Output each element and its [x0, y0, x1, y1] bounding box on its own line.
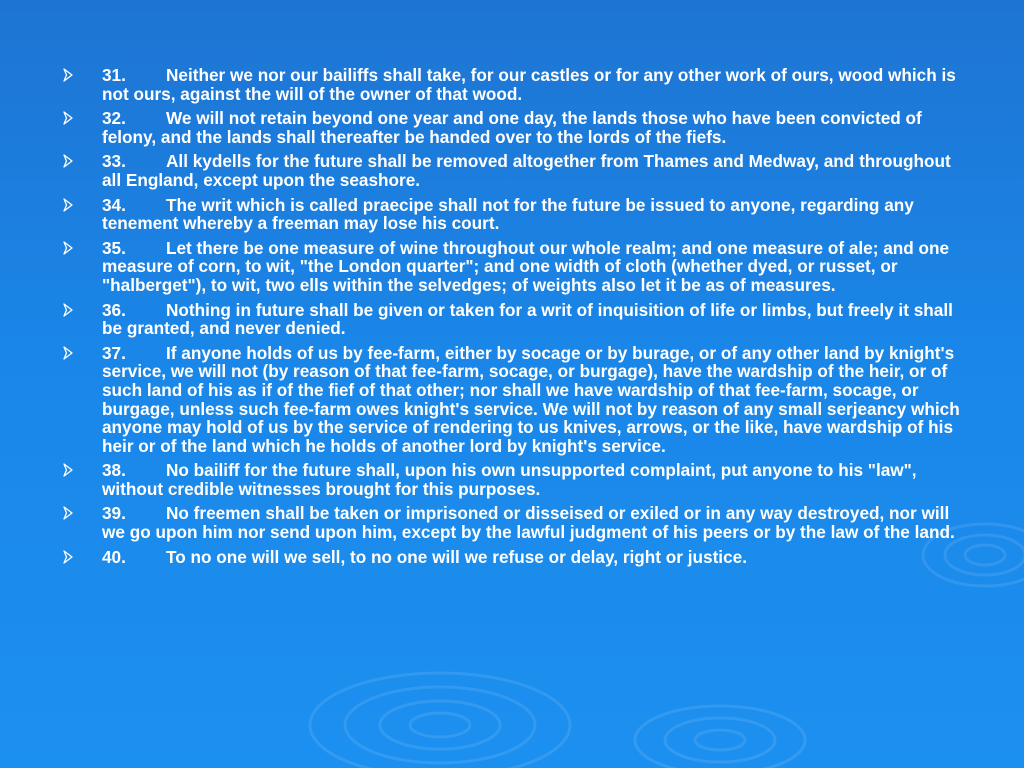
clause-number: 31. [102, 65, 126, 85]
clause-text: To no one will we sell, to no one will we refuse or delay, right or justice. [166, 546, 747, 567]
list-item [62, 548, 962, 567]
list-item [62, 196, 962, 233]
clause-text: The writ which is called praecipe shall not for the future be issued to anyone, regarding any tenement whereby a freeman may lose his court. [102, 194, 914, 234]
list-item [62, 109, 962, 146]
list-item [62, 461, 962, 498]
clause-number: 37. [102, 342, 126, 363]
list-item [62, 239, 962, 295]
arrow-bullet-icon [62, 68, 74, 82]
clause-text: Let there be one measure of wine throughout our whole realm; and one measure of ale; and one measure of corn, to wit, "the London quarter"; and one width of cloth (whether dyed, or russet, or "halberget"), to wit, two ells within the selvedges; of weights also let it be as of measures. [102, 237, 950, 295]
clause-number: 32. [102, 108, 126, 129]
list-item [62, 344, 962, 456]
clause-number: 34. [102, 194, 126, 215]
clause-text: Nothing in future shall be given or taken for a writ of inquisition of life or limbs, but freely it shall be granted, and never denied. [102, 299, 953, 339]
list-item [62, 301, 962, 338]
clause-number: 40. [102, 546, 126, 567]
list-item [62, 66, 962, 103]
clause-number: 38. [102, 460, 126, 481]
arrow-bullet-icon [62, 303, 74, 317]
arrow-bullet-icon [62, 241, 74, 255]
arrow-bullet-icon [62, 154, 74, 168]
arrow-bullet-icon [62, 198, 74, 212]
clause-list [62, 66, 962, 566]
arrow-bullet-icon [62, 111, 74, 125]
clause-number: 33. [102, 151, 126, 172]
arrow-bullet-icon [62, 346, 74, 360]
clause-text: If anyone holds of us by fee-farm, either by socage or by burage, or of any other land by knight's service, we will not (by reason of that fee-farm, socage, or burgage), have the wardship of the heir, or of such land of his as if of the fief of that other; nor shall we have wardship of that fee-farm, socage, or burgage, unless such fee-farm owes knight's service. We will not by reason of any small serjeancy which anyone may hold of us by the service of rendering to us knives, arrows, or the like, have wardship of his heir or of the land which he holds of another lord by knight's service. [102, 342, 960, 456]
clause-text: Neither we nor our bailiffs shall take, for our castles or for any other work of ours, wood which is not ours, against the will of the owner of that wood. [102, 65, 956, 104]
arrow-bullet-icon [62, 550, 74, 564]
clause-text: All kydells for the future shall be removed altogether from Thames and Medway, and throughout all England, except upon the seashore. [102, 151, 951, 190]
clause-number: 39. [102, 503, 126, 524]
clause-text: We will not retain beyond one year and one day, the lands those who have been convicted of felony, and the lands shall thereafter be handed over to the lords of the fiefs. [102, 108, 922, 147]
slide-content [62, 66, 962, 572]
list-item [62, 504, 962, 541]
clause-number: 35. [102, 237, 126, 258]
arrow-bullet-icon [62, 463, 74, 477]
arrow-bullet-icon [62, 506, 74, 520]
clause-text: No freemen shall be taken or imprisoned or disseised or exiled or in any way destroyed, nor will we go upon him nor send upon him, except by the lawful judgment of his peers or by the law of the land. [102, 503, 955, 543]
list-item [62, 152, 962, 189]
clause-text: No bailiff for the future shall, upon his own unsupported complaint, put anyone to his "law", without credible witnesses brought for this purposes. [102, 460, 917, 499]
clause-number: 36. [102, 299, 126, 320]
